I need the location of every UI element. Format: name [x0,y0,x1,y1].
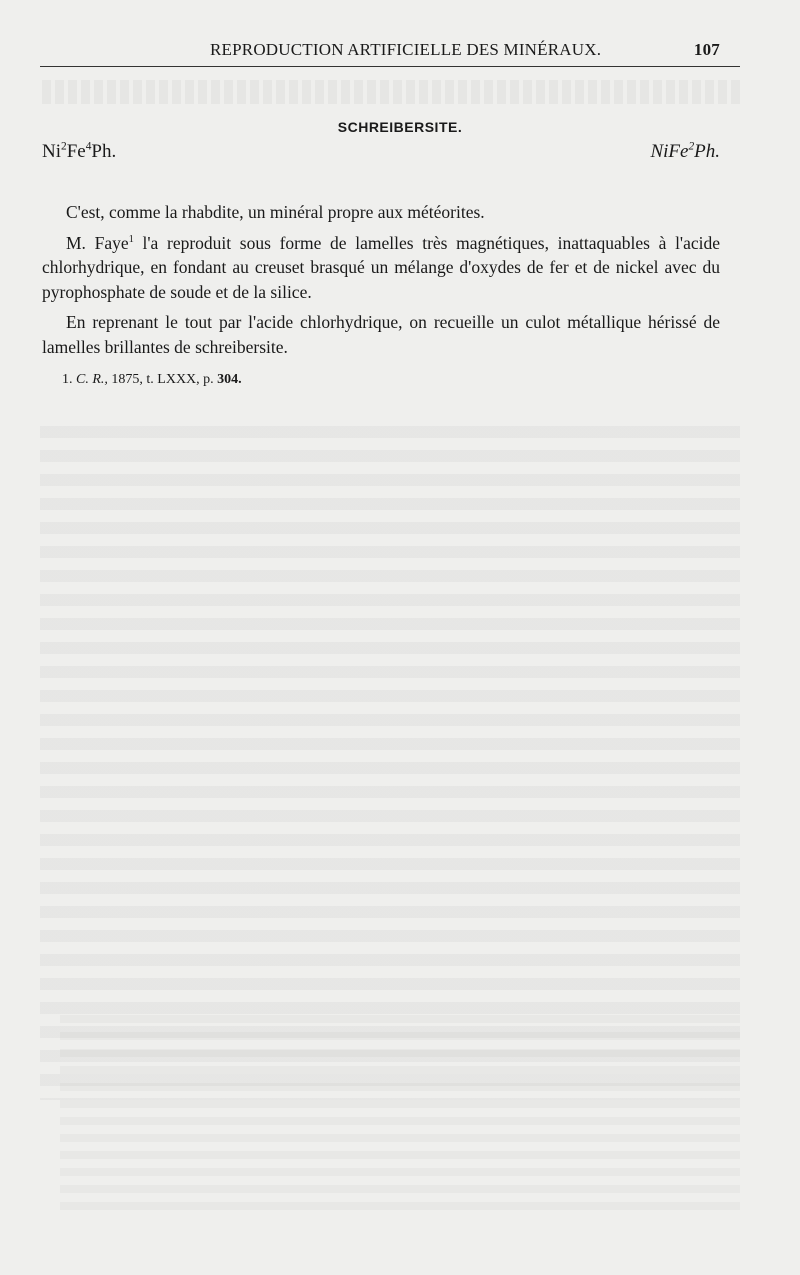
formula-superscript: 2 [61,140,67,153]
formula-part: Ph. [694,141,720,162]
formula-right [650,141,720,163]
header-rule [40,66,740,67]
paragraph-text: M. Faye [66,232,129,253]
footnote-citation: 1875, t. LXXX, p. [111,372,214,387]
page-number: 107 [693,40,720,59]
bleed-through-texture [40,80,740,104]
paragraph: En reprenant le tout par l'acide chlorhydrique, on recueille un culot métallique hérissé de lamelles brillantes de schreibersite. [42,312,720,357]
footnote-number: 1. [62,372,73,387]
running-head-title: REPRODUCTION ARTIFICIELLE DES MINÉRAUX. [210,40,602,59]
formula-part: NiFe [650,141,689,162]
formula-part: Ni [42,141,61,162]
bleed-through-texture [60,1010,740,1210]
formula-part: Ph. [91,141,117,162]
bleed-through-texture [40,420,740,1100]
paragraph: C'est, comme la rhabdite, un minéral propre aux météorites. [66,202,485,222]
section-title: SCHREIBERSITE. [337,119,463,135]
footnote-page: 304. [217,372,242,387]
footnote-marker: 1 [128,233,134,245]
formula-superscript: 2 [688,140,695,153]
formula-part: Fe [66,141,86,162]
paragraph [42,231,720,305]
body-text [42,200,720,365]
formula-left [42,141,116,163]
footnote-source: C. R., [76,372,108,387]
paragraph-text: l'a reproduit sous forme de lamelles très magnétiques, inattaquables à l'acide chlorhydrique, en fondant au creuset brasqué un mélange d'oxydes de fer et de nickel avec du pyrophosphate de soude et de la silice. [42,232,721,302]
formula-superscript: 4 [85,140,92,153]
footnote [62,372,242,388]
